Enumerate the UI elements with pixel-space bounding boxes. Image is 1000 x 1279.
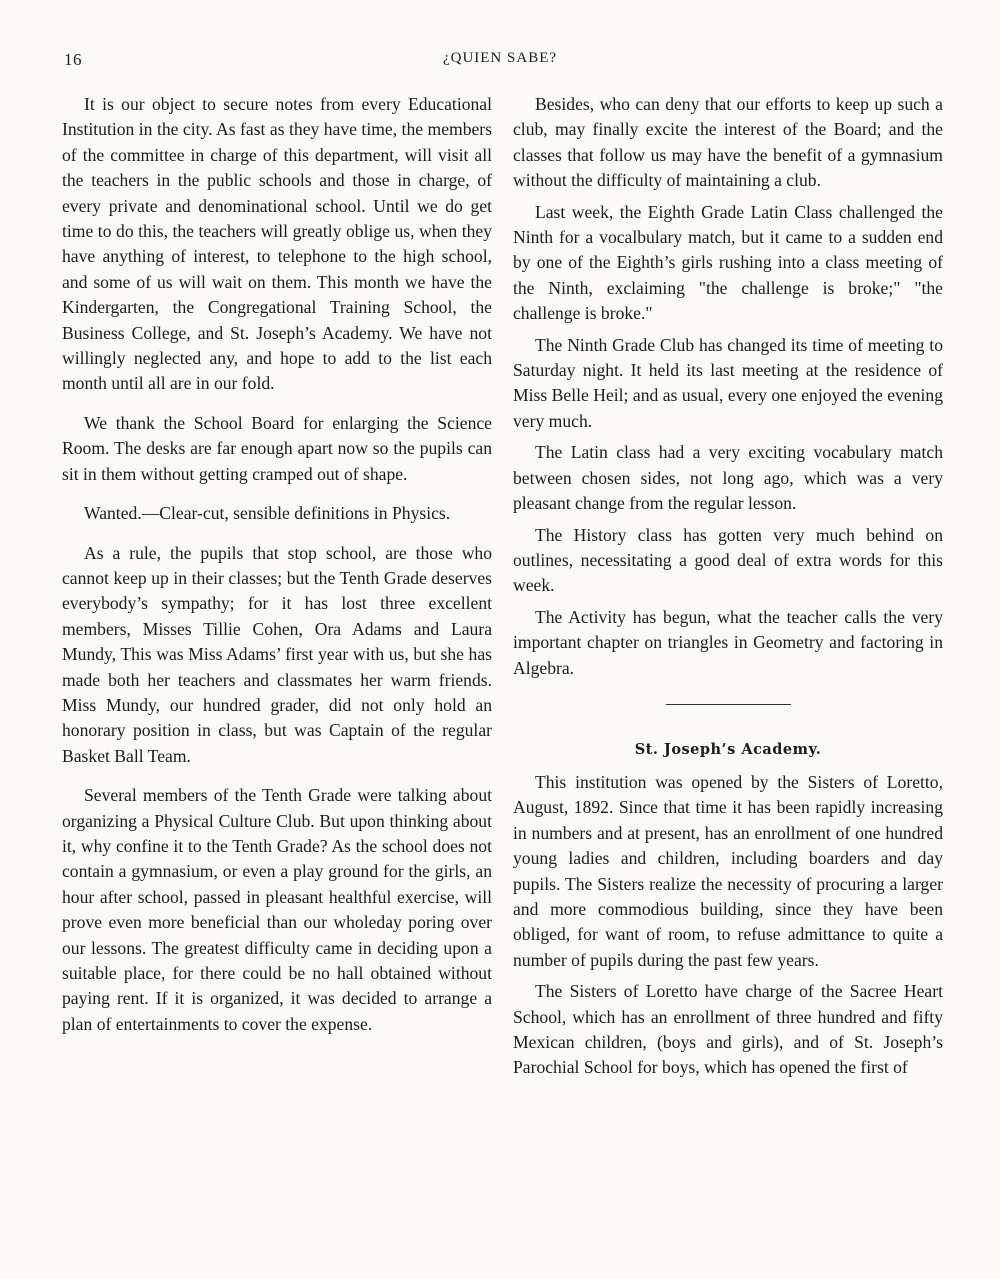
section-divider bbox=[666, 704, 791, 705]
running-title: ¿QUIEN SABE? bbox=[442, 50, 558, 66]
paragraph-wanted: Wanted.—Clear-cut, sensible definitions in Physics. bbox=[84, 503, 451, 524]
paragraph-gymnasium: Besides, who can deny that our efforts to keep up such a club, may finally excite the interest of the Board; and the classes that follow us may have the benefit of a gymnasium without the difficulty of maintaining a club. bbox=[513, 94, 943, 191]
paragraph-sisters-of-loretto: The Sisters of Loretto have charge of the Sacree Heart School, which has an enrollment of three hundred and fifty Mexican children, (boys and girls), and of St. Joseph’s Parochial School for boys, which has opened the first of bbox=[513, 981, 943, 1078]
paragraph-academy-history: This institution was opened by the Sisters of Loretto, August, 1892. Since that time it has been rapidly increasing in numbers and at present, has an enrollment of one hundred young ladies and children, including boarders and day pupils. The Sisters realize the necessity of procuring a larger and more commodious building, since they have been obliged, for want of room, to refuse admittance to quite a number of pupils during the past few years. bbox=[513, 771, 943, 970]
paragraph-history-class: The History class has gotten very much behind on outlines, necessitating a good deal of extra words for this week. bbox=[513, 524, 943, 596]
paragraph-latin-challenge: Last week, the Eighth Grade Latin Class challenged the Ninth for a vocalbulary match, but it came to a sudden end by one of the Eighth’s girls rushing into a class meeting of the Ninth, exclaiming "the challenge is broke;" "the challenge is broke." bbox=[513, 201, 943, 324]
paragraph-notes-object: It is our object to secure notes from every Educational Institution in the city. As fast as they have time, the members of the committee in charge of this department, will visit all the teachers in the public schools and those in charge, of every private and denominational school. Until we do get time to do this, the teachers will greatly oblige us, when they have anything of interest, to telephone to the high school, and some of us will wait on them. This month we have the Kindergarten, the Congregational Training School, the Business College, and St. Joseph’s Academy. We have not willingly neglected any, and hope to add to the list each month until all are in our fold. bbox=[62, 94, 492, 394]
page-header bbox=[0, 50, 1000, 72]
left-column bbox=[62, 92, 492, 1037]
paragraph-physical-culture-club: Several members of the Tenth Grade were talking about organizing a Physical Culture Club. But upon thinking about it, why confine it to the Tenth Grade? As the school does not contain a gymnasium, or even a play ground for the girls, an hour after school, passed in pleasant healthful exercise, will prove even more beneficial than our wholeday poring over our lessons. The greatest difficulty came in deciding upon a suitable place, for there could be no hall obtained without paying rent. If it is organized, it was decided to arrange a plan of entertainments to cover the expense. bbox=[62, 785, 492, 1034]
paragraph-latin-match: The Latin class had a very exciting vocabulary match between chosen sides, not long ago, which was a very pleasant change from the regular lesson. bbox=[513, 442, 943, 514]
right-column bbox=[513, 92, 943, 1081]
paragraph-tenth-grade-loss: As a rule, the pupils that stop school, are those who cannot keep up in their classes; but the Tenth Grade deserves everybody’s sympathy; for it has lost three excellent members, Misses Tillie Cohen, Ora Adams and Laura Mundy, This was Miss Adams’ first year with us, but she has made both her teachers and classmates her warm friends. Miss Mundy, our hundred grader, did not only hold an honorary position in class, but was Captain of the regular Basket Ball Team. bbox=[62, 542, 492, 766]
paragraph-science-room: We thank the School Board for enlarging the Science Room. The desks are far enough apart now so the pupils can sit in them without getting cramped out of shape. bbox=[62, 412, 492, 484]
paragraph-ninth-grade-club: The Ninth Grade Club has changed its time of meeting to Saturday night. It held its last meeting at the residence of Miss Belle Heil; and as usual, every one enjoyed the evening very much. bbox=[513, 334, 943, 431]
page-number: 16 bbox=[64, 50, 82, 69]
section-heading: St. Joseph’s Academy. bbox=[634, 740, 822, 758]
paragraph-activity: The Activity has begun, what the teacher calls the very important chapter on triangles in Geometry and factoring in Algebra. bbox=[513, 606, 943, 678]
